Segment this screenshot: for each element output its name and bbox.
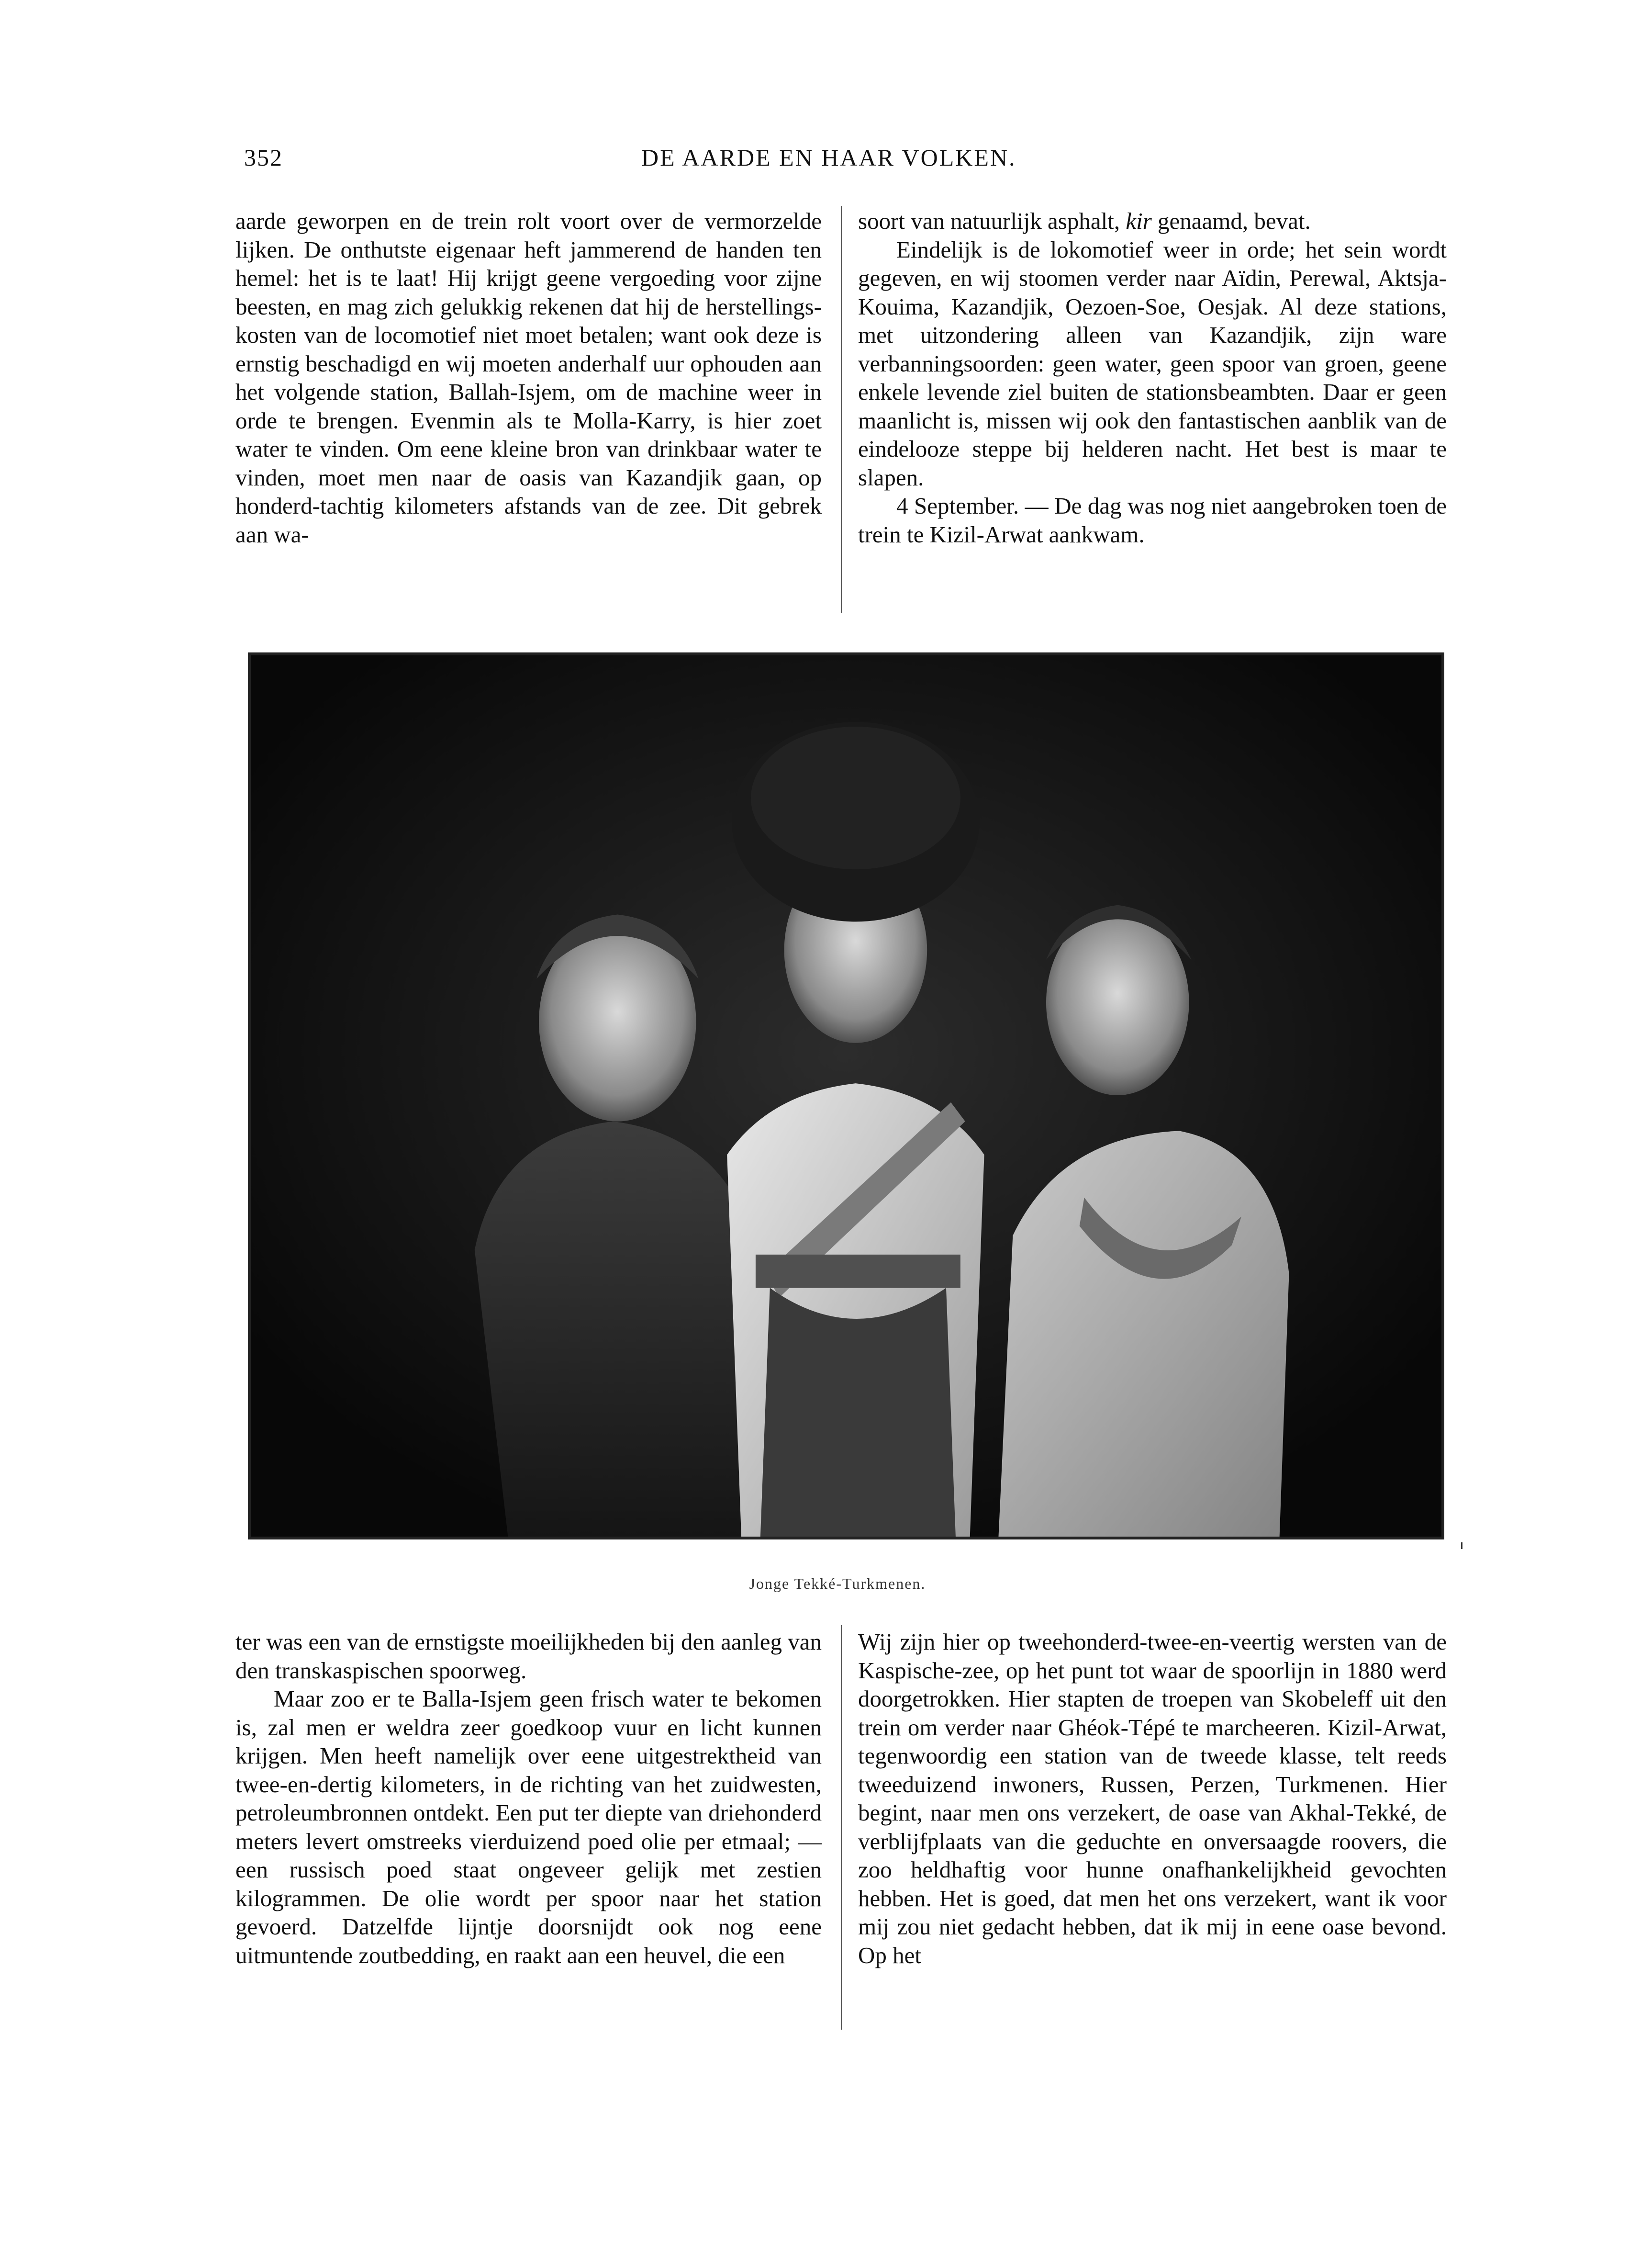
scan-mark — [1461, 1542, 1462, 1549]
text-run: genaamd, bevat. — [1151, 208, 1311, 234]
top-right-column — [858, 207, 1447, 549]
paragraph: Maar zoo er te Balla-Isjem geen frisch water te bekomen is, zal men er weldra zeer goedkoop vuur en licht kunnen krijgen. Men heeft namelijk over eene uitgestrektheid van twee-en-dertig kilometers, in de richting van het zuidwesten, petroleumbronnen ontdekt. Een put ter diepte van driehonderd meters levert omstreeks vierduizend poed olie per etmaal; — een russisch poed staat ongeveer gelijk met zestien kilogrammen. De olie wordt per spoor naar het station gevoerd. Datzelfde lijntje doorsnijdt ook nog eene uitmuntende zoutbedding, en raakt aan een heuvel, die een — [235, 1685, 822, 1968]
figure-caption: Jonge Tekké-Turkmenen. — [749, 1575, 926, 1592]
paragraph — [858, 207, 1447, 236]
paragraph: Eindelijk is de lokomotief weer in orde; het sein wordt gegeven, en wij stoomen verder naar Aïdin, Perewal, Aktsja-Kouima, Kazandjik, Oezoen-Soe, Oesjak. Al deze stations, met uitzondering alleen van Kazandjik, zijn ware verbanningsoorden: geen water, geen spoor van groen, geene enkele levende ziel buiten de stationsbeambten. Daar er geen maanlicht is, missen wij ook den fantastischen aanblik van de eindelooze steppe bij helderen nacht. Het best is maar te slapen. — [858, 236, 1447, 491]
paragraph: Wij zijn hier op tweehonderd-twee-en-veertig wersten van de Kaspische-zee, op het punt tot waar de spoorlijn in 1880 werd doorgetrokken. Hier stapten de troepen van Skobeleff uit den trein om verder naar Ghéok-Tépé te marcheeren. Kizil-Arwat, tegenwoordig een station van de tweede klasse, telt reeds tweeduizend inwoners, Russen, Perzen, Turkmenen. Hier begint, naar men ons verzekert, de oase van Akhal-Tekké, de verblijfplaats van die geduchte en onversaagde roovers, die zoo heldhaftig voor hunne onafhankelijkheid gevochten hebben. Het is goed, dat men het ons verzekert, want ik voor mij zou niet gedacht hebben, dat ik mij in eene oase bevond. Op het — [858, 1629, 1447, 1968]
engraving-illustration — [248, 652, 1444, 1539]
running-title: DE AARDE EN HAAR VOLKEN. — [641, 144, 1016, 171]
text-run: soort van natuurlijk asphalt, — [858, 208, 1126, 234]
engraving-image — [251, 655, 1441, 1537]
paragraph: 4 September. — De dag was nog niet aangebroken toen de trein te Kizil-Arwat aankwam. — [858, 493, 1447, 548]
paragraph: aarde geworpen en de trein rolt voort over de vermorzelde lijken. De onthutste eigenaar heft jammerend de handen ten hemel: het is te laat! Hij krijgt geene vergoeding voor zijne beesten, en mag zich gelukkig rekenen dat hij de herstellings-kosten van de locomotief niet moet betalen; want ook deze is ernstig beschadigd en wij moeten anderhalf uur ophouden aan het volgende station, Ballah-Isjem, om de machine weer in orde te brengen. Evenmin als te Molla-Karry, is hier zoet water te vinden. Om eene kleine bron van drinkbaar water te vinden, moet men naar de oasis van Kazandjik gaan, op honderd-tachtig kilometers afstands van de zee. Dit gebrek aan wa- — [235, 208, 822, 548]
page-number: 352 — [244, 144, 283, 171]
italic-term: kir — [1126, 208, 1152, 234]
bottom-left-column — [235, 1628, 822, 1969]
bottom-right-column — [858, 1628, 1447, 1969]
paragraph: ter was een van de ernstigste moeilijkheden bij den aanleg van den transkaspischen spoorweg. — [235, 1629, 822, 1684]
column-divider — [841, 1625, 842, 2030]
column-divider — [841, 206, 842, 613]
top-left-column — [235, 207, 822, 549]
